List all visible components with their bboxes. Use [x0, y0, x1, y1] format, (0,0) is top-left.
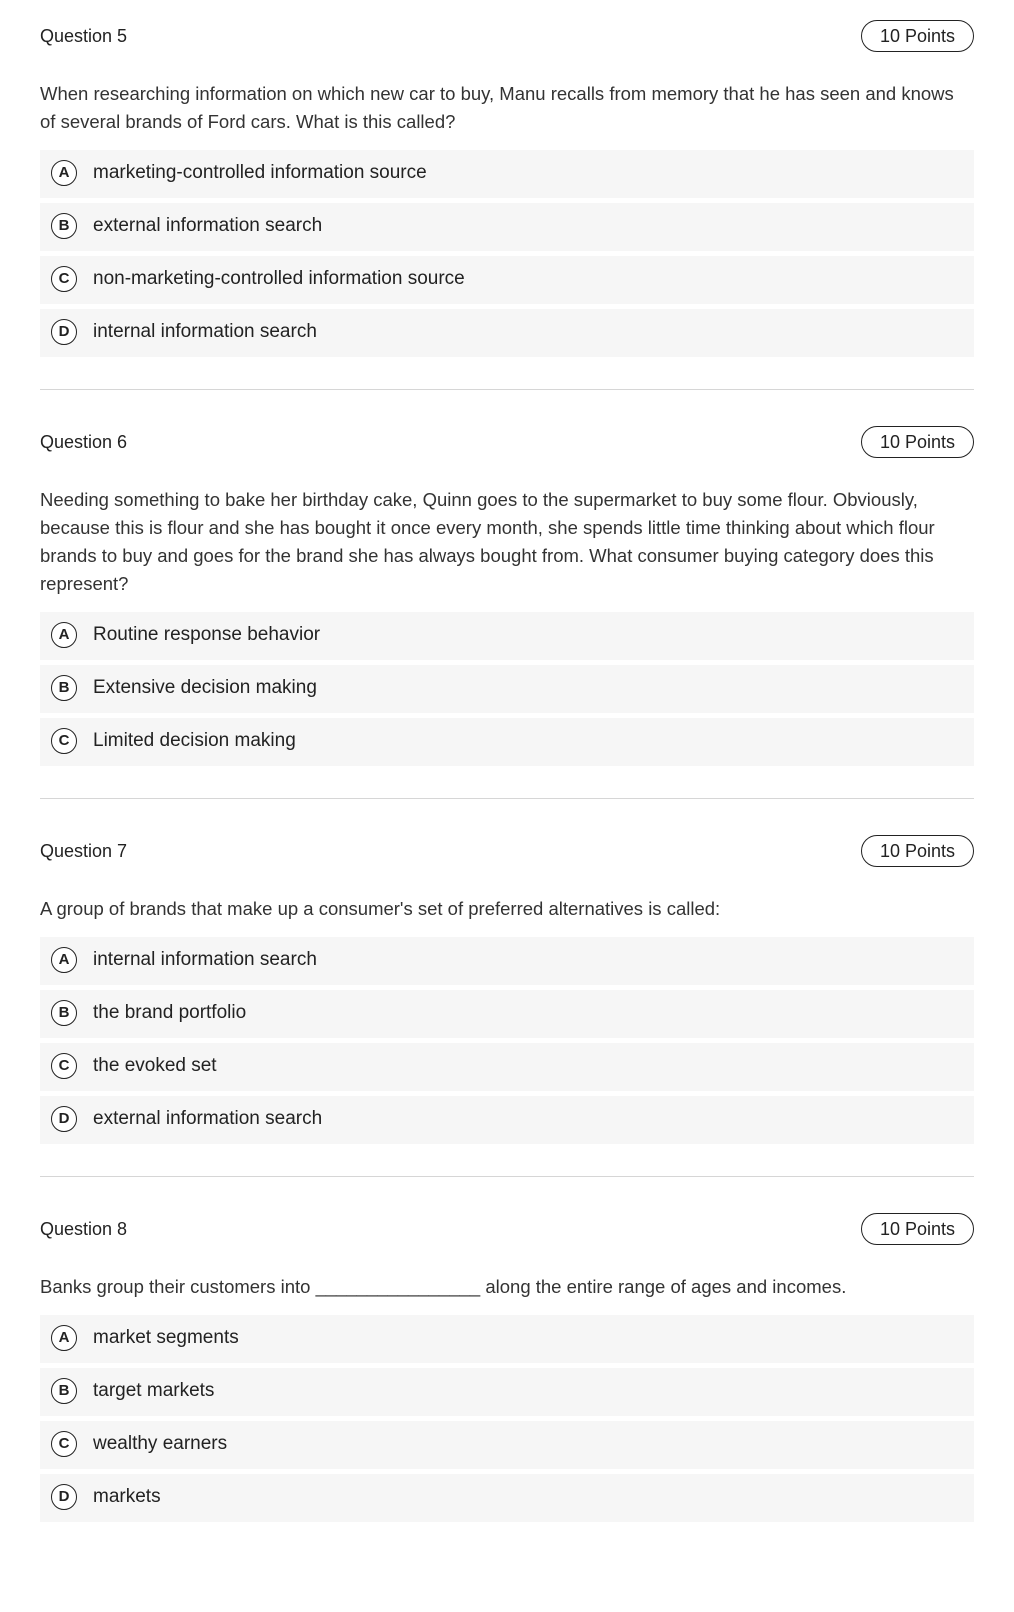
option-label: marketing-controlled information source	[93, 162, 427, 183]
option-label: market segments	[93, 1327, 239, 1348]
option-d[interactable]	[40, 1096, 974, 1144]
points-badge: 10 Points	[861, 1213, 974, 1245]
option-c[interactable]	[40, 1421, 974, 1469]
question-title: Question 6	[40, 432, 128, 452]
option-b[interactable]	[40, 990, 974, 1038]
option-letter-badge: B	[51, 1378, 77, 1404]
question-6	[40, 406, 974, 766]
option-letter-badge: C	[51, 1431, 77, 1457]
option-label: the evoked set	[93, 1055, 217, 1076]
option-letter-badge: A	[51, 160, 77, 186]
option-b[interactable]	[40, 1368, 974, 1416]
section-divider	[40, 389, 974, 390]
option-label: external information search	[93, 1108, 323, 1129]
question-header	[40, 815, 974, 887]
question-header	[40, 0, 974, 72]
section-divider	[40, 1176, 974, 1177]
option-letter-badge: B	[51, 213, 77, 239]
question-text: When researching information on which new car to buy, Manu recalls from memory that he has seen and knows of several brands of Ford cars. What is this called?	[40, 83, 954, 132]
question-5	[40, 0, 974, 357]
option-letter-badge: D	[51, 319, 77, 345]
option-label: target markets	[93, 1380, 215, 1401]
option-label: internal information search	[93, 321, 317, 342]
question-7	[40, 815, 974, 1144]
option-c[interactable]	[40, 256, 974, 304]
question-text: Needing something to bake her birthday cake, Quinn goes to the supermarket to buy some flour. Obviously, because this is flour and she has bought it once every month, she spends little time thinking about which flour brands to buy and goes for the brand she has always bought from. What consumer buying category does this represent?	[40, 489, 935, 594]
option-b[interactable]	[40, 665, 974, 713]
points-badge: 10 Points	[861, 835, 974, 867]
option-label: internal information search	[93, 949, 317, 970]
option-b[interactable]	[40, 203, 974, 251]
question-text: A group of brands that make up a consumer's set of preferred alternatives is called:	[40, 898, 721, 919]
option-a[interactable]	[40, 1315, 974, 1363]
option-letter-badge: B	[51, 1000, 77, 1026]
option-label: non-marketing-controlled information source	[93, 268, 465, 289]
option-letter-badge: B	[51, 675, 77, 701]
points-badge: 10 Points	[861, 426, 974, 458]
option-label: external information search	[93, 215, 323, 236]
option-d[interactable]	[40, 1474, 974, 1522]
option-a[interactable]	[40, 150, 974, 198]
question-8	[40, 1193, 974, 1522]
question-title: Question 7	[40, 841, 128, 861]
option-letter-badge: D	[51, 1106, 77, 1132]
option-d[interactable]	[40, 309, 974, 357]
option-label: Limited decision making	[93, 730, 296, 751]
option-letter-badge: A	[51, 947, 77, 973]
option-a[interactable]	[40, 612, 974, 660]
question-title: Question 5	[40, 26, 128, 46]
option-letter-badge: A	[51, 622, 77, 648]
option-letter-badge: A	[51, 1325, 77, 1351]
question-text: Banks group their customers into ________________ along the entire range of ages and incomes.	[40, 1276, 847, 1297]
option-c[interactable]	[40, 1043, 974, 1091]
option-a[interactable]	[40, 937, 974, 985]
question-header	[40, 406, 974, 478]
option-label: the brand portfolio	[93, 1002, 247, 1023]
option-label: Extensive decision making	[93, 677, 317, 698]
section-divider	[40, 798, 974, 799]
option-letter-badge: D	[51, 1484, 77, 1510]
option-label: wealthy earners	[93, 1433, 228, 1454]
question-header	[40, 1193, 974, 1265]
option-letter-badge: C	[51, 266, 77, 292]
option-label: Routine response behavior	[93, 624, 321, 645]
question-title: Question 8	[40, 1219, 128, 1239]
option-label: markets	[93, 1486, 161, 1507]
points-badge: 10 Points	[861, 20, 974, 52]
option-c[interactable]	[40, 718, 974, 766]
option-letter-badge: C	[51, 1053, 77, 1079]
option-letter-badge: C	[51, 728, 77, 754]
